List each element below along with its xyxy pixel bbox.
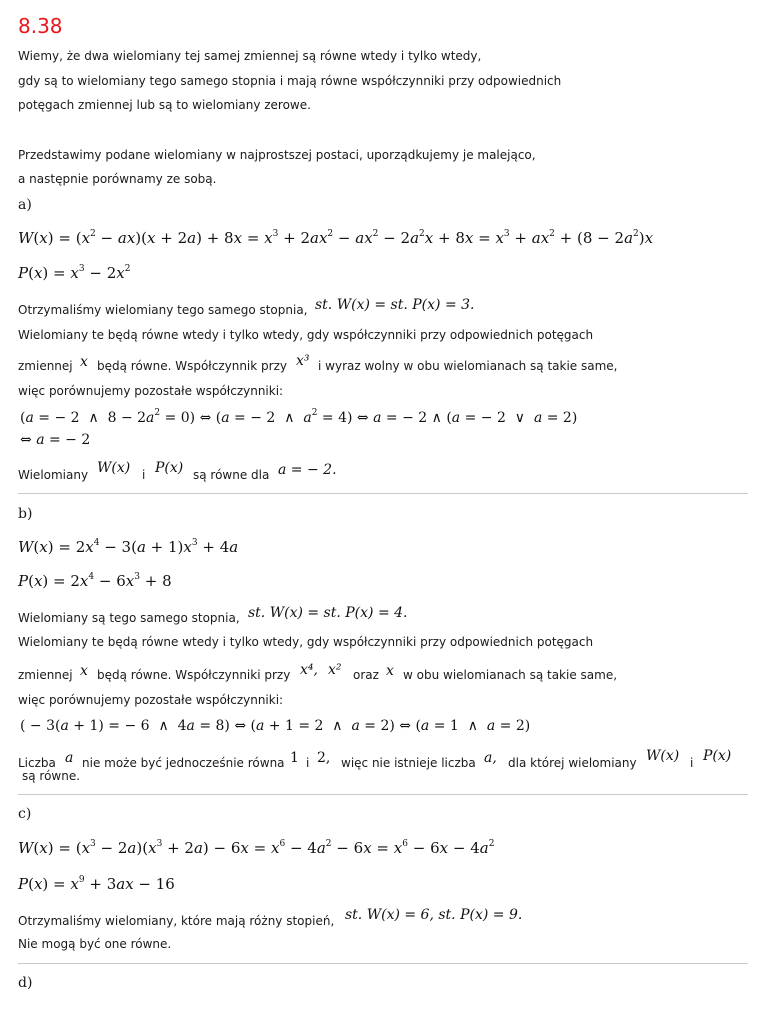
part-a-line-2b: będą równe. Współczynnik przy <box>97 359 287 373</box>
part-b-label: b) <box>18 506 33 522</box>
part-b-concl-v2: 2, <box>317 750 331 766</box>
part-b-concl-1: Liczba <box>18 756 56 770</box>
intro-line-5: a następnie porównamy ze sobą. <box>18 172 217 186</box>
part-a-degree-math: st. W(x) = st. P(x) = 3. <box>315 297 475 313</box>
part-b-system-1: ( − 3(a + 1) = − 6 ∧ 4a = 8) ⇔ (a + 1 = 2 ∧ a = 2) ⇔ (a = 1 ∧ a = 2) <box>20 718 531 734</box>
part-a-term-x3: x³ <box>296 353 310 369</box>
part-b-concl-v1: 1 <box>290 750 299 766</box>
part-b-degree-math: st. W(x) = st. P(x) = 4. <box>248 605 408 621</box>
part-b-equation-w: $W(x) = 2x^4 - 3(a + 1)x^3 + 4a$ <box>18 538 239 556</box>
part-b-term-x: x <box>386 663 394 679</box>
exercise-number: 8.38 <box>18 14 63 38</box>
part-b-concl-3: więc nie istnieje liczba <box>341 756 476 770</box>
part-c-equation-p: $P(x) = x^9 + 3ax - 16$ <box>18 875 175 893</box>
part-a-concl-i: i <box>142 468 146 482</box>
part-b-concl-a2: a, <box>484 750 497 766</box>
part-a-system-1: (a = − 2 ∧ $8 - 2a^2 = 0$) ⇔ (a = − 2 ∧ $a^2 = 4$) ⇔ a = − 2 ∧ (a = − 2 ∨ a = 2) <box>20 408 578 426</box>
part-b-concl-2: nie może być jednocześnie równa <box>82 756 285 770</box>
part-a-line-2a: zmiennej <box>18 359 73 373</box>
part-b-concl-p: P(x) <box>703 748 732 764</box>
part-b-term-x4: x⁴, <box>300 662 318 678</box>
part-c-label: c) <box>18 806 32 822</box>
part-b-line-3: więc porównujemy pozostałe współczynniki: <box>18 693 284 707</box>
part-c-degree-math: st. W(x) = 6, st. P(x) = 9. <box>345 907 523 923</box>
part-a-line-3: więc porównujemy pozostałe współczynniki: <box>18 384 284 398</box>
part-b-concl-a: a <box>65 750 74 766</box>
part-b-concl-5: są równe. <box>22 769 81 783</box>
part-a-concl-1: Wielomiany <box>18 468 89 482</box>
part-b-line-2b: będą równe. Współczynniki przy <box>97 668 291 682</box>
part-c-line-1: Nie mogą być one równe. <box>18 937 172 951</box>
part-a-concl-2: są równe dla <box>193 468 270 482</box>
part-b-oraz: oraz <box>353 668 379 682</box>
part-b-term-x2: x² <box>328 662 342 678</box>
part-b-concl-i: i <box>306 756 310 770</box>
divider <box>18 794 748 795</box>
part-a-equation-p: $P(x) = x^3 - 2x^2$ <box>18 264 131 282</box>
intro-line-1: Wiemy, że dwa wielomiany tej samej zmiennej są równe wtedy i tylko wtedy, <box>18 49 482 63</box>
part-b-concl-4: dla której wielomiany <box>508 756 637 770</box>
part-b-concl-w: W(x) <box>646 748 680 764</box>
part-b-degree-text: Wielomiany są tego samego stopnia, <box>18 611 240 625</box>
part-d-label: d) <box>18 975 33 991</box>
intro-line-3: potęgach zmiennej lub są to wielomiany zerowe. <box>18 98 311 112</box>
part-a-concl-w: W(x) <box>97 460 131 476</box>
part-a-line-2c: i wyraz wolny w obu wielomianach są takie same, <box>318 359 618 373</box>
part-b-line-1: Wielomiany te będą równe wtedy i tylko wtedy, gdy współczynniki przy odpowiednich potęgach <box>18 635 594 649</box>
part-a-equation-w: $W(x) = (x^2 - ax)(x + 2a) + 8x = x^3 + 2ax^2 - ax^2 - 2a^2x + 8x = x^3 + ax^2 + (8 - 2a^2)x$ <box>18 229 654 247</box>
part-a-degree-text: Otrzymaliśmy wielomiany tego samego stopnia, <box>18 303 308 317</box>
part-b-equation-p: $P(x) = 2x^4 - 6x^3 + 8$ <box>18 572 172 590</box>
part-a-system-2: ⇔ a = − 2 <box>20 432 91 448</box>
part-b-line-2c: w obu wielomianach są takie same, <box>403 668 618 682</box>
part-a-concl-val: a = − 2. <box>278 462 337 478</box>
part-a-var-x: x <box>80 354 88 370</box>
divider <box>18 493 748 494</box>
part-b-var-x: x <box>80 663 88 679</box>
part-a-label: a) <box>18 197 32 213</box>
part-c-equation-w: $W(x) = (x^3 - 2a)(x^3 + 2a) - 6x = x^6 - 4a^2 - 6x = x^6 - 6x - 4a^2$ <box>18 839 495 857</box>
intro-line-4: Przedstawimy podane wielomiany w najprostszej postaci, uporządkujemy je malejąco, <box>18 148 536 162</box>
part-a-line-1: Wielomiany te będą równe wtedy i tylko wtedy, gdy współczynniki przy odpowiednich potęgach <box>18 328 594 342</box>
divider <box>18 963 748 964</box>
intro-line-2: gdy są to wielomiany tego samego stopnia i mają równe współczynniki przy odpowiednich <box>18 74 562 88</box>
part-b-line-2a: zmiennej <box>18 668 73 682</box>
part-c-degree-text: Otrzymaliśmy wielomiany, które mają różny stopień, <box>18 914 335 928</box>
part-a-concl-p: P(x) <box>155 460 184 476</box>
part-b-concl-i2: i <box>690 756 694 770</box>
